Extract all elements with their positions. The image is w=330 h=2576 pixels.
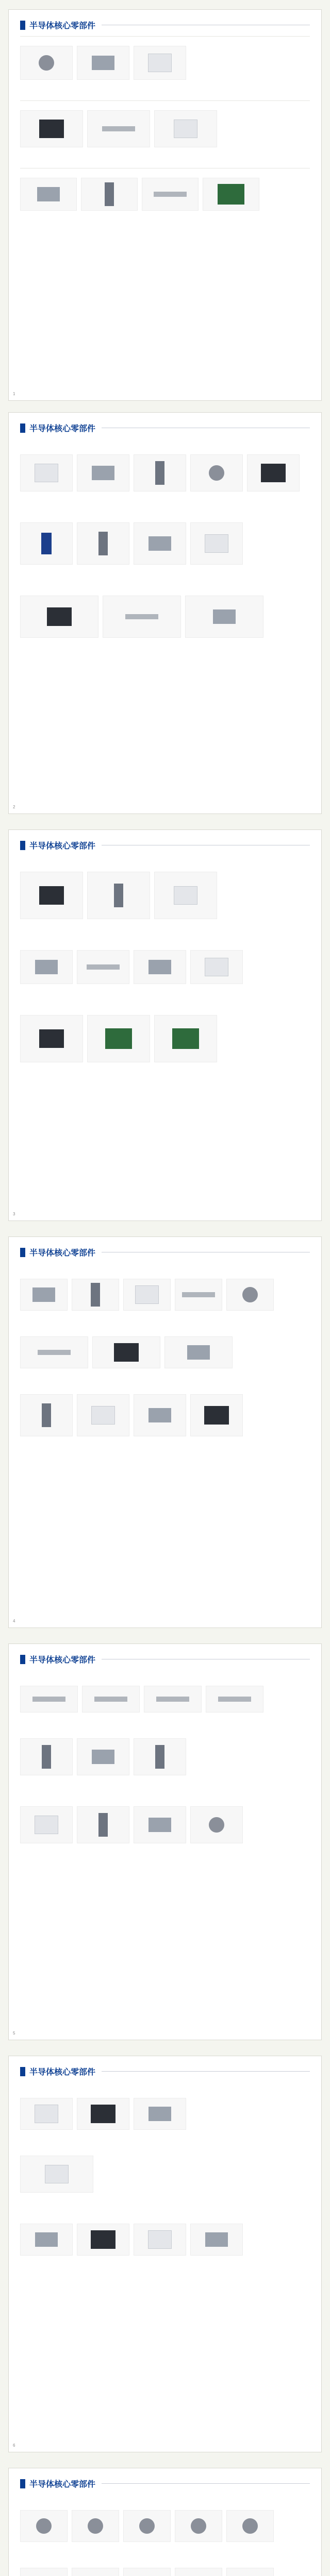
product-image <box>87 1015 150 1062</box>
section-title: 半导体核心零部件 <box>29 1249 96 1258</box>
product-image <box>77 1738 129 1775</box>
section-header <box>20 839 310 851</box>
product-image <box>226 1279 274 1311</box>
divider <box>102 2483 310 2484</box>
product-image <box>134 522 186 565</box>
company-block <box>20 100 310 147</box>
product-image <box>77 1394 129 1436</box>
product-image <box>123 2510 171 2542</box>
section-header <box>20 422 310 434</box>
product-image <box>247 454 300 492</box>
section-header <box>20 19 310 31</box>
product-image <box>123 1279 171 1311</box>
company-block <box>20 36 310 80</box>
product-image <box>77 522 129 565</box>
section-marker-icon <box>20 423 25 433</box>
product-image <box>77 454 129 492</box>
section-title: 半导体核心零部件 <box>29 22 96 30</box>
product-image <box>20 1686 78 1713</box>
product-image <box>226 2568 274 2576</box>
section-marker-icon <box>20 2479 25 2488</box>
product-image <box>72 2568 119 2576</box>
product-image <box>190 2224 243 2256</box>
product-image <box>87 110 150 147</box>
product-image <box>20 2156 93 2193</box>
section-marker-icon <box>20 2067 25 2076</box>
product-image <box>87 872 150 919</box>
page-number: 5 <box>13 2031 15 2036</box>
section-title: 半导体核心零部件 <box>29 2068 96 2077</box>
product-image <box>134 2224 186 2256</box>
product-image <box>20 2568 68 2576</box>
section-4 <box>8 1236 322 1628</box>
product-image <box>20 522 73 565</box>
product-image <box>154 1015 217 1062</box>
section-marker-icon <box>20 1248 25 1257</box>
section-title: 半导体核心零部件 <box>29 425 96 433</box>
page-number: 2 <box>13 805 15 809</box>
product-image <box>72 2510 119 2542</box>
product-image <box>134 1394 186 1436</box>
product-image <box>164 1336 233 1368</box>
product-image <box>175 1279 222 1311</box>
page-number: 4 <box>13 1619 15 1623</box>
product-image <box>190 522 243 565</box>
product-image <box>92 1336 160 1368</box>
product-image <box>20 46 73 80</box>
product-image <box>134 2098 186 2130</box>
section-6 <box>8 2056 322 2452</box>
section-header <box>20 1653 310 1665</box>
section-marker-icon <box>20 841 25 850</box>
page-number: 1 <box>13 392 15 396</box>
product-image <box>20 454 73 492</box>
product-image <box>134 1806 186 1843</box>
product-image <box>72 1279 119 1311</box>
product-image <box>123 2568 171 2576</box>
product-image <box>190 950 243 984</box>
product-image <box>20 110 83 147</box>
product-image <box>134 950 186 984</box>
product-image <box>82 1686 140 1713</box>
product-image <box>77 2224 129 2256</box>
page-number: 6 <box>13 2443 15 2448</box>
product-image <box>134 46 186 80</box>
product-image <box>81 178 138 211</box>
section-marker-icon <box>20 1655 25 1664</box>
section-2 <box>8 412 322 814</box>
product-image <box>20 1015 83 1062</box>
product-image <box>20 596 98 638</box>
section-marker-icon <box>20 21 25 30</box>
product-image <box>190 1394 243 1436</box>
product-image <box>20 950 73 984</box>
product-image <box>175 2510 222 2542</box>
section-5 <box>8 1643 322 2040</box>
product-image <box>20 1806 73 1843</box>
product-image <box>103 596 181 638</box>
section-3 <box>8 829 322 1221</box>
product-image <box>190 1806 243 1843</box>
product-image <box>20 1336 88 1368</box>
section-header <box>20 2065 310 2077</box>
product-image <box>20 1279 68 1311</box>
section-1 <box>8 9 322 401</box>
section-title: 半导体核心零部件 <box>29 842 96 851</box>
product-image <box>20 178 77 211</box>
product-image <box>77 2098 129 2130</box>
product-image <box>20 2098 73 2130</box>
product-image <box>154 872 217 919</box>
divider <box>102 2071 310 2072</box>
section-7 <box>8 2468 322 2576</box>
product-image <box>142 178 199 211</box>
page-number: 3 <box>13 1212 15 1216</box>
product-image <box>134 454 186 492</box>
product-image <box>203 178 259 211</box>
product-image <box>20 872 83 919</box>
product-image <box>154 110 217 147</box>
product-image <box>185 596 263 638</box>
product-image <box>77 46 129 80</box>
product-image <box>77 1806 129 1843</box>
product-image <box>134 1738 186 1775</box>
product-image <box>206 1686 263 1713</box>
product-image <box>20 2510 68 2542</box>
product-image <box>144 1686 202 1713</box>
product-image <box>20 1738 73 1775</box>
product-image <box>190 454 243 492</box>
product-image <box>226 2510 274 2542</box>
section-title: 半导体核心零部件 <box>29 2480 96 2489</box>
company-block <box>20 168 310 211</box>
product-image <box>20 1394 73 1436</box>
product-image <box>77 950 129 984</box>
section-header <box>20 2478 310 2489</box>
product-image <box>175 2568 222 2576</box>
product-image <box>20 2224 73 2256</box>
section-title: 半导体核心零部件 <box>29 1656 96 1665</box>
section-header <box>20 1246 310 1258</box>
